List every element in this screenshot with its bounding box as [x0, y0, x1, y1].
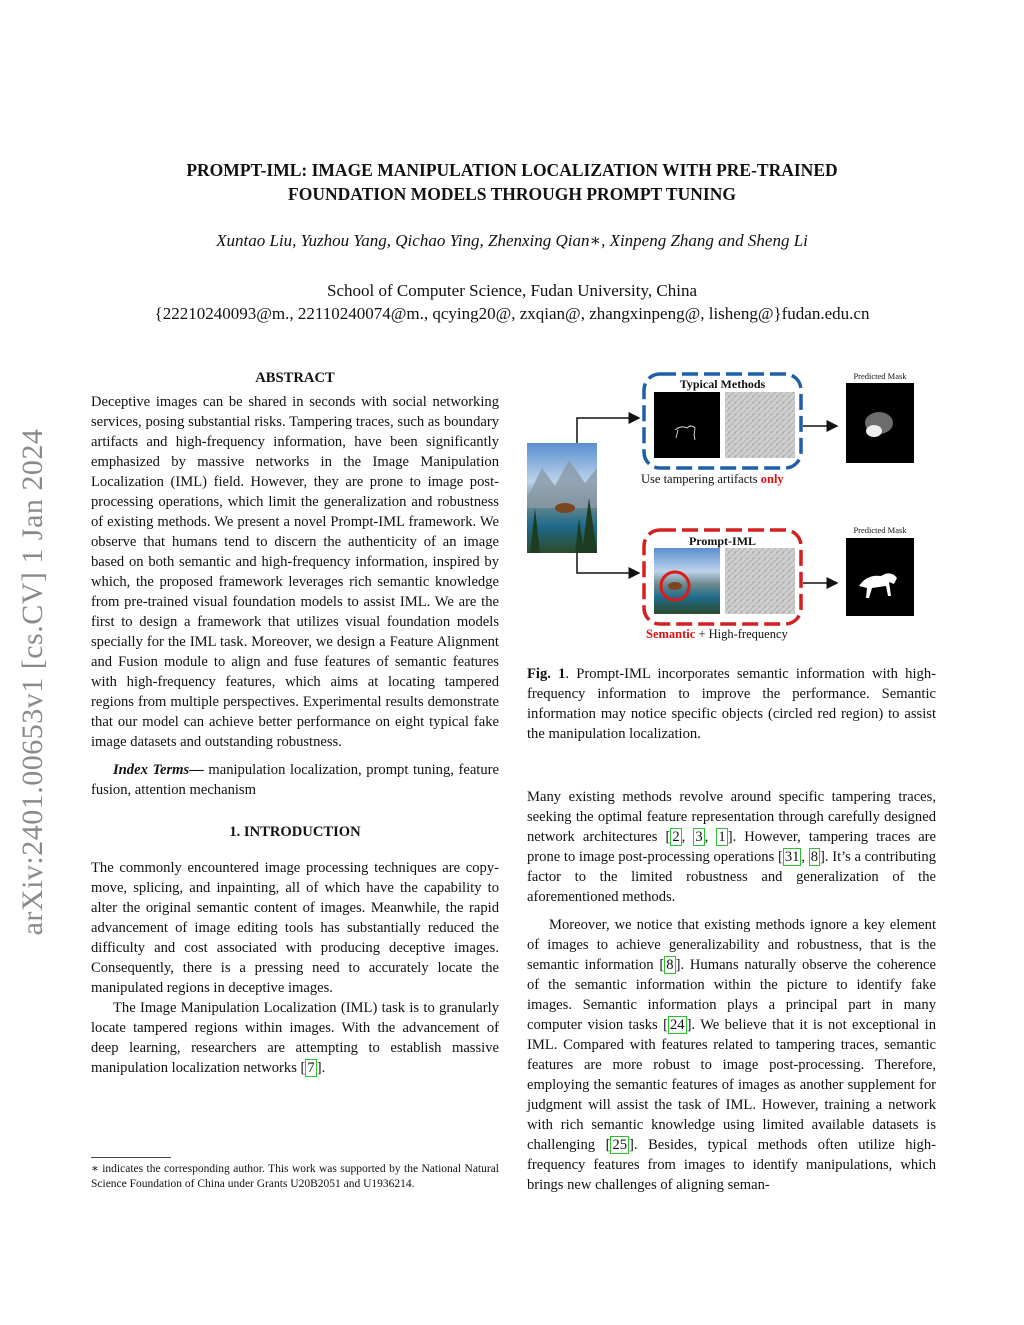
- intro-p2-text: The Image Manipulation Localization (IML) task is to granularly locate tampered regions within images. With the advancement of deep learning, researchers are attempting to establish massive manipulation localization networks: [91, 1000, 499, 1076]
- right-paragraph-1: Many existing methods revolve around specific tampering traces, seeking the optimal feature representation through carefully designed network architectures [ 2 , 3 , 1 ]. However, tampering traces are prone to image post-processing operations [ 31 , 8 ]. It’s a contributing factor to the limited robustness and generalization of the aforementioned methods.: [527, 789, 937, 905]
- footnote: ∗ indicates the corresponding author. This work was supported by the National Natural Science Foundation of China under Grants U20B2051 and U1936214.: [91, 1163, 499, 1190]
- arrow-to-prompt: [577, 553, 639, 573]
- right-p1-c: . It’s a contributing factor to the limited robustness and generalization of the aforementioned methods.: [527, 849, 937, 905]
- right-column: [527, 787, 936, 1195]
- intro-p2-end: .: [321, 1060, 326, 1076]
- typical-caption-only: only: [760, 472, 784, 486]
- index-terms-text: manipulation localization, prompt tuning, feature fusion, attention mechanism: [91, 762, 499, 798]
- citation-link[interactable]: 25: [612, 1137, 628, 1153]
- title-line-2: FOUNDATION MODELS THROUGH PROMPT TUNING: [288, 184, 736, 204]
- right-p1-a: Many existing methods revolve around specific tampering traces, seeking the optimal feature representation through carefully designed network architectures: [527, 789, 936, 845]
- citation-link[interactable]: 31: [784, 849, 800, 865]
- citation-link[interactable]: 7: [307, 1060, 315, 1076]
- figure-caption-label: Fig. 1: [527, 666, 566, 682]
- typical-edge-map: [654, 392, 720, 458]
- citation-link[interactable]: 24: [669, 1017, 685, 1033]
- typical-label: Typical Methods: [679, 377, 766, 391]
- citation-link[interactable]: 8: [810, 849, 819, 865]
- emails: {22210240093@m., 22110240074@m., qcying20@, zxqian@, zhangxinpeng@, lisheng@}fudan.edu.cn: [154, 304, 870, 323]
- intro-paragraph-2: The Image Manipulation Localization (IML) task is to granularly locate tampered regions within images. With the advancement of deep learning, researchers are attempting to establish massive manipulation localization networks [ 7 ].: [91, 1000, 499, 1076]
- citation-link[interactable]: 2: [672, 829, 680, 845]
- citation-link[interactable]: 3: [695, 829, 703, 845]
- figure-diagram: [527, 368, 947, 648]
- right-p1-b: . However, tampering traces are prone to image post-processing operations: [527, 829, 937, 865]
- affiliation: School of Computer Science, Fudan University, China: [326, 281, 697, 300]
- typical-caption: [641, 472, 831, 487]
- typical-caption-text: Use tampering artifacts: [641, 472, 761, 486]
- right-p2-d: . Besides, typical methods often utilize high-frequency features from images to identify manipulations, which brings new challenges of aligning seman-: [527, 1137, 936, 1193]
- prompt-caption: [646, 627, 846, 642]
- prompt-label: Prompt-IML: [688, 534, 757, 548]
- prompt-frequency-map: [725, 548, 795, 614]
- affiliation-block: [0, 279, 1024, 325]
- prompt-caption-text: + High-frequency: [695, 627, 788, 641]
- source-image: [527, 443, 597, 553]
- figure-caption: [527, 664, 936, 744]
- arxiv-id: arXiv:2401.00653v1 [cs.CV] 1 Jan 2024: [16, 428, 49, 936]
- footnote-rule: [91, 1157, 171, 1158]
- index-terms-label: Index Terms—: [113, 762, 204, 778]
- right-p2-c: . We believe that it is not exceptional in IML. Compared with features related to tampering traces, semantic features are more robust to image post-processing. Therefore, employing the semantic features of images as another supplement for judgment will assist the task of IML. However, training a network with rich semantic knowledge using limited available datasets is challenging: [527, 1017, 936, 1153]
- arxiv-stamp: [8, 372, 58, 992]
- title-line-1: PROMPT-IML: IMAGE MANIPULATION LOCALIZATION WITH PRE-TRAINED: [186, 160, 838, 180]
- right-paragraph-2: Moreover, we notice that existing methods ignore a key element of images to achieve generalizability and robustness, that is the semantic information [ 8 ]. Humans naturally observe the coherence of the semantic information within the picture to identify fake images. Semantic information plays a principal part in many computer vision tasks [ 24 ]. We believe that it is not exceptional in IML. Compared with features related to tampering traces, semantic features are more robust to image post-processing. Therefore, employing the semantic features of images as another supplement for judgment will assist the task of IML. However, training a network with rich semantic knowledge using limited available datasets is challenging [ 25 ]. Besides, typical methods often utilize high-frequency features from images to identify manipulations, which brings new challenges of aligning seman-: [527, 917, 936, 1193]
- citation-link[interactable]: 8: [666, 957, 674, 973]
- left-column: [91, 368, 499, 1078]
- authors: Xuntao Liu, Yuzhou Yang, Qichao Ying, Zhenxing Qian∗, Xinpeng Zhang and Sheng Li: [216, 231, 808, 250]
- prompt-caption-semantic: Semantic: [646, 627, 696, 641]
- arrow-to-typical: [577, 418, 639, 443]
- pred-mask-label-1: Predicted Mask: [853, 371, 907, 381]
- abstract-text: Deceptive images can be shared in seconds with social networking services, posing substantial risks. Tampering traces, such as boundary artifacts and high-frequency information, have been significantly emphasized by massive networks in the Image Manipulation Localization (IML) field. However, they are prone to image post-processing operations, which limit the generalization and robustness of existing methods. We present a novel Prompt-IML framework. We observe that humans tend to discern the authenticity of an image based on both semantic and high-frequency information, inspired by which, the proposed framework leverages rich semantic knowledge from pre-trained visual foundation models to assist IML. We are the first to design a framework that utilizes visual foundation models specially for the IML task. Moreover, we design a Feature Alignment and Fusion module to align and fuse features of semantic features with high-frequency features, which aims at locating tampered regions from multiple perspectives. Experimental results demonstrate that our model can achieve better performance on eight typical fake image datasets and outstanding robustness.: [91, 394, 499, 750]
- citation-link[interactable]: 1: [718, 829, 726, 845]
- index-terms: [91, 760, 499, 800]
- intro-paragraph-1: The commonly encountered image processing techniques are copy-move, splicing, and inpainting, all of which have the capability to alter the original semantic content of images. Meanwhile, the rapid advancement of image editing tools has substantially reduced the difficulty and cost associated with producing deceptive images. Consequently, there is a pressing need to accurately locate the manipulated regions in deceptive images.: [91, 860, 499, 996]
- intro-heading: 1. INTRODUCTION: [229, 824, 361, 840]
- paper-title: [0, 158, 1024, 206]
- pred-mask-label-2: Predicted Mask: [853, 525, 907, 535]
- right-p2-a: Moreover, we notice that existing methods ignore a key element of images to achieve generalizability and robustness, that is the semantic information: [527, 917, 936, 973]
- abstract-heading: ABSTRACT: [255, 370, 335, 386]
- typical-frequency-map: [725, 392, 795, 458]
- figure-1: [527, 368, 947, 648]
- figure-caption-text: . Prompt-IML incorporates semantic information with high-frequency information to improve the performance. Semantic information may notice specific objects (circled red region) to assist the manipulation localization.: [527, 666, 936, 742]
- right-p2-b: . Humans naturally observe the coherence of the semantic information within the picture to identify fake images. Semantic information plays a principal part in many computer vision tasks: [527, 957, 936, 1033]
